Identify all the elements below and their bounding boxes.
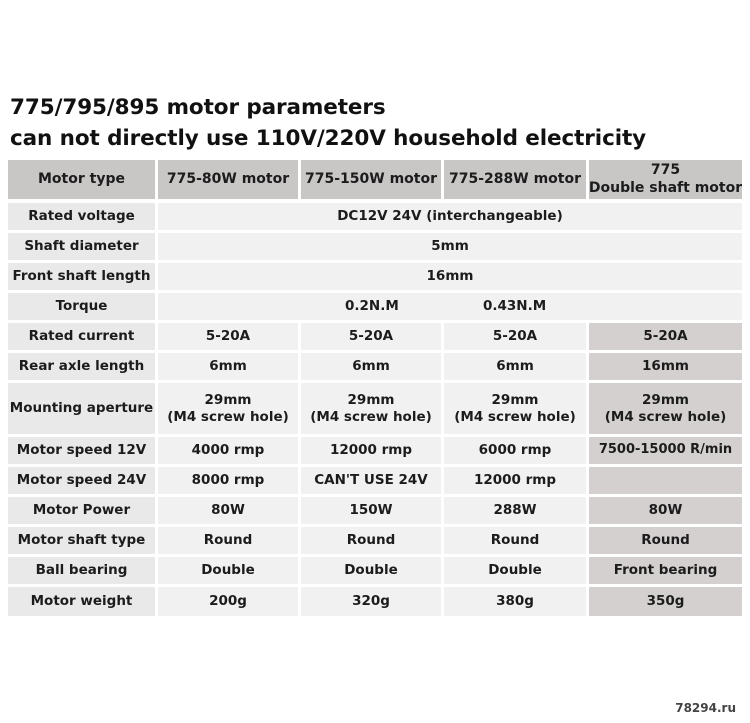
header-motor-type: Motor type <box>8 160 155 199</box>
value-mounting-150w <box>301 383 441 434</box>
value-speed-24v-150w: CAN'T USE 24V <box>301 467 441 494</box>
value-power-80w: 80W <box>158 497 298 524</box>
label-motor-power: Motor Power <box>8 497 155 524</box>
value-shaft-type-288w: Round <box>444 527 586 554</box>
value-shaft-type-80w: Round <box>158 527 298 554</box>
value-shaft-type-double: Round <box>589 527 742 554</box>
value-weight-150w: 320g <box>301 587 441 616</box>
label-mounting-aperture: Mounting aperture <box>8 383 155 434</box>
label-shaft-diameter: Shaft diameter <box>8 233 155 260</box>
header-775-double-shaft <box>589 160 742 199</box>
label-motor-speed-24v: Motor speed 24V <box>8 467 155 494</box>
title-line-2: can not directly use 110V/220V household electricity <box>10 126 647 151</box>
value-bearing-80w: Double <box>158 557 298 584</box>
value-weight-288w: 380g <box>444 587 586 616</box>
value-mounting-double <box>589 383 742 434</box>
value-power-double: 80W <box>589 497 742 524</box>
value-mounting-80w-note: (M4 screw hole) <box>167 408 289 425</box>
value-rear-axle-80w: 6mm <box>158 353 298 380</box>
value-bearing-double: Front bearing <box>589 557 742 584</box>
value-power-288w: 288W <box>444 497 586 524</box>
value-bearing-288w: Double <box>444 557 586 584</box>
value-mounting-80w-size: 29mm <box>204 391 252 408</box>
value-rear-axle-double: 16mm <box>589 353 742 380</box>
value-mounting-150w-size: 29mm <box>347 391 395 408</box>
value-rear-axle-150w: 6mm <box>301 353 441 380</box>
value-power-150w: 150W <box>301 497 441 524</box>
label-front-shaft-length: Front shaft length <box>8 263 155 290</box>
value-shaft-type-150w: Round <box>301 527 441 554</box>
value-speed-24v-80w: 8000 rmp <box>158 467 298 494</box>
label-rated-voltage: Rated voltage <box>8 203 155 230</box>
value-rated-current-double: 5-20A <box>589 323 742 350</box>
value-torque <box>158 293 742 320</box>
label-rear-axle-length: Rear axle length <box>8 353 155 380</box>
header-775-double-shaft-line2: Double shaft motor <box>589 179 742 196</box>
value-shaft-diameter: 5mm <box>158 233 742 260</box>
value-speed-12v-double: 7500-15000 R/min <box>589 437 742 464</box>
header-775-150w: 775-150W motor <box>301 160 441 199</box>
value-mounting-80w <box>158 383 298 434</box>
label-ball-bearing: Ball bearing <box>8 557 155 584</box>
value-weight-double: 350g <box>589 587 742 616</box>
label-motor-shaft-type: Motor shaft type <box>8 527 155 554</box>
value-torque-2: 0.43N.M <box>483 298 547 315</box>
value-rated-current-80w: 5-20A <box>158 323 298 350</box>
value-bearing-150w: Double <box>301 557 441 584</box>
value-mounting-double-size: 29mm <box>642 391 689 408</box>
value-rated-voltage: DC12V 24V (interchangeable) <box>158 203 742 230</box>
label-motor-speed-12v: Motor speed 12V <box>8 437 155 464</box>
value-speed-24v-288w: 12000 rmp <box>444 467 586 494</box>
value-rated-current-288w: 5-20A <box>444 323 586 350</box>
label-motor-weight: Motor weight <box>8 587 155 616</box>
value-speed-24v-double <box>589 467 742 494</box>
value-mounting-double-note: (M4 screw hole) <box>604 408 727 425</box>
header-775-double-shaft-line1: 775 <box>650 162 681 178</box>
label-torque: Torque <box>8 293 155 320</box>
value-mounting-288w-size: 29mm <box>491 391 539 408</box>
watermark: 78294.ru <box>675 701 736 715</box>
value-speed-12v-150w: 12000 rmp <box>301 437 441 464</box>
value-mounting-288w-note: (M4 screw hole) <box>454 408 576 425</box>
header-775-80w: 775-80W motor <box>158 160 298 199</box>
title-line-1: 775/795/895 motor parameters <box>10 95 386 120</box>
value-speed-12v-80w: 4000 rmp <box>158 437 298 464</box>
value-torque-1: 0.2N.M <box>345 298 399 315</box>
value-speed-12v-288w: 6000 rmp <box>444 437 586 464</box>
value-mounting-150w-note: (M4 screw hole) <box>310 408 432 425</box>
value-rear-axle-288w: 6mm <box>444 353 586 380</box>
value-rated-current-150w: 5-20A <box>301 323 441 350</box>
value-front-shaft-length: 16mm <box>158 263 742 290</box>
label-rated-current: Rated current <box>8 323 155 350</box>
header-775-288w: 775-288W motor <box>444 160 586 199</box>
value-weight-80w: 200g <box>158 587 298 616</box>
value-mounting-288w <box>444 383 586 434</box>
